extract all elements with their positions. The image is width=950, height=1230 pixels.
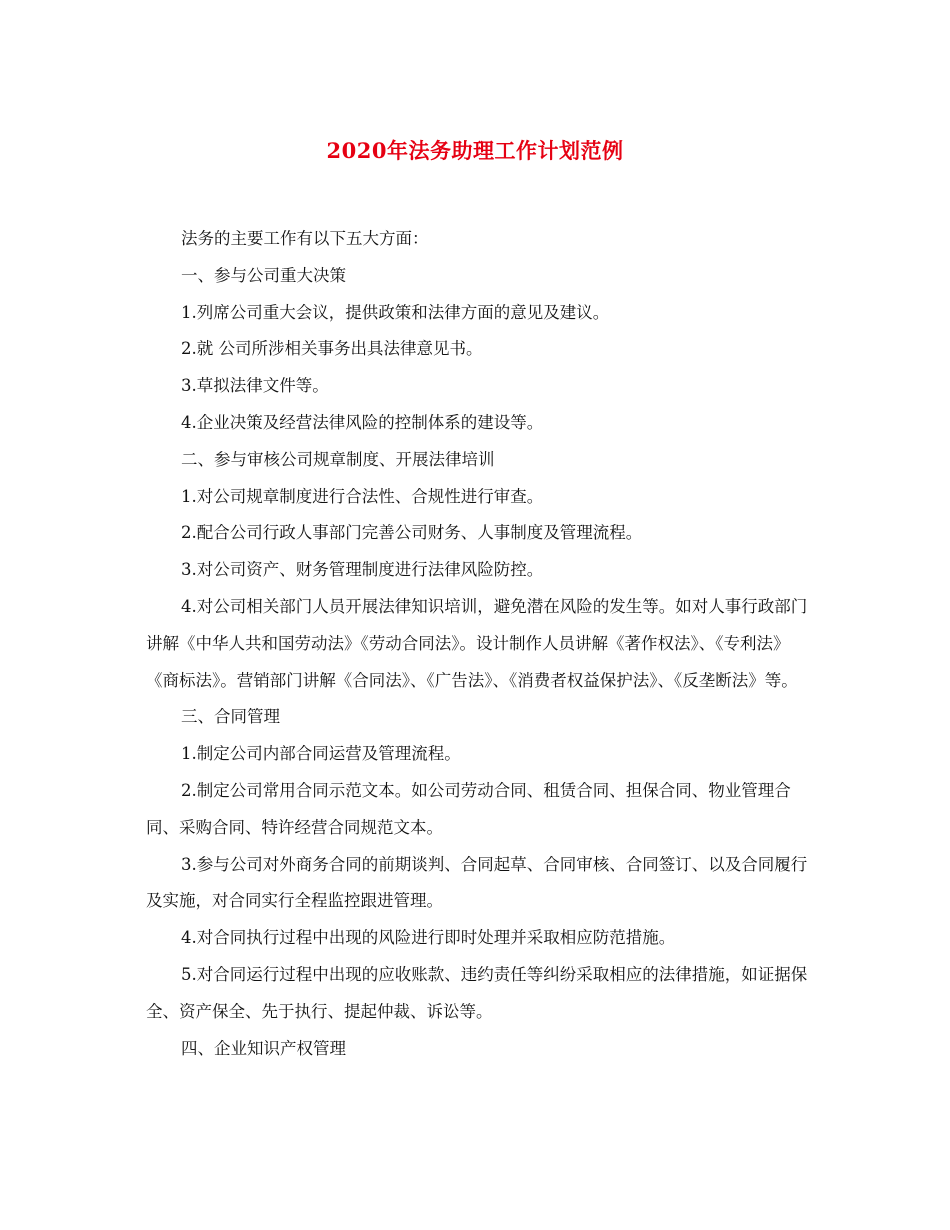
section-heading: 三、合同管理	[181, 707, 280, 727]
paragraph: 1.制定公司内部合同运营及管理流程。	[181, 744, 461, 764]
document-body	[146, 221, 811, 1067]
section-heading: 一、参与公司重大决策	[181, 265, 346, 285]
paragraph: 4.对合同执行过程中出现的风险进行即时处理并采取相应防范措施。	[181, 928, 676, 948]
paragraph: 4.对公司相关部门人员开展法律知识培训，避免潜在风险的发生等。如对人事行政部门讲解《中华人共和国劳动法》《劳动合同法》。设计制作人员讲解《著作权法》、《专利法》《商标法》。营销部门讲解《合同法》、《广告法》、《消费者权益保护法》、《反垄断法》等。	[146, 596, 808, 690]
paragraph: 3.参与公司对外商务合同的前期谈判、合同起草、合同审核、合同签订、以及合同履行及实施，对合同实行全程监控跟进管理。	[146, 854, 808, 911]
section-heading: 二、参与审核公司规章制度、开展法律培训	[181, 449, 495, 469]
document-title: 2020年法务助理工作计划范例	[326, 138, 624, 163]
paragraph: 3.草拟法律文件等。	[181, 376, 329, 396]
paragraph: 法务的主要工作有以下五大方面：	[181, 229, 429, 248]
paragraph: 1.列席公司重大会议，提供政策和法律方面的意见及建议。	[181, 302, 610, 322]
paragraph: 2.制定公司常用合同示范文本。如公司劳动合同、租赁合同、担保合同、物业管理合同、采购合同、特许经营合同规范文本。	[146, 780, 791, 837]
section-heading: 四、企业知识产权管理	[181, 1038, 346, 1058]
paragraph: 5.对合同运行过程中出现的应收账款、违约责任等纠纷采取相应的法律措施，如证据保全、资产保全、先于执行、提起仲裁、诉讼等。	[146, 964, 808, 1021]
paragraph: 1.对公司规章制度进行合法性、合规性进行审查。	[181, 486, 544, 506]
paragraph: 2.就 公司所涉相关事务出具法律意见书。	[181, 339, 483, 359]
paragraph: 4.企业决策及经营法律风险的控制体系的建设等。	[181, 412, 544, 432]
paragraph: 2.配合公司行政人事部门完善公司财务、人事制度及管理流程。	[181, 523, 643, 543]
paragraph: 3.对公司资产、财务管理制度进行法律风险防控。	[181, 560, 544, 580]
